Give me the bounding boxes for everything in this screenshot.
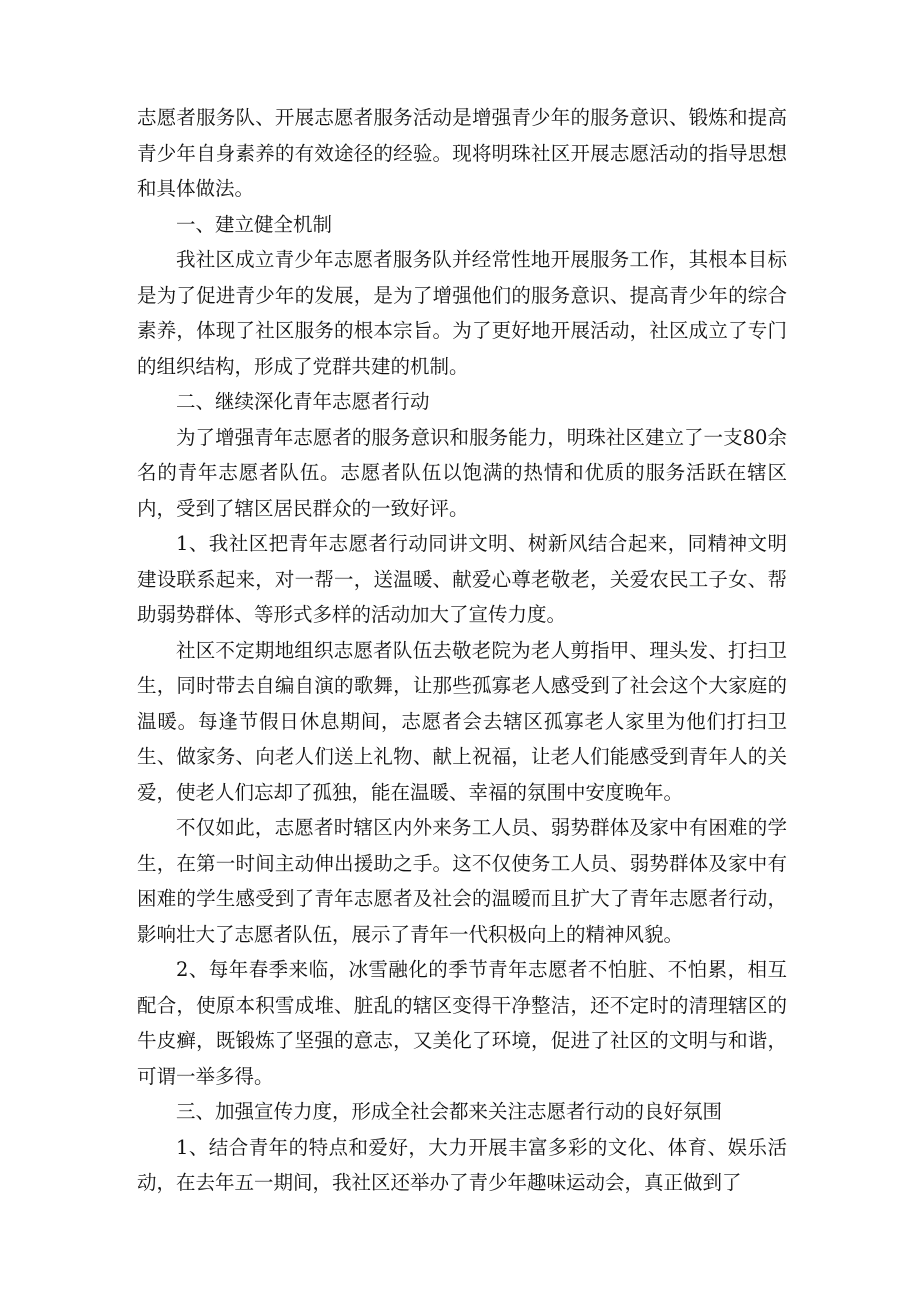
section-heading-2: 二、继续深化青年志愿者行动 <box>176 390 430 413</box>
paragraph: 1、结合青年的特点和爱好，大力开展丰富多彩的文化、体育、娱乐活动，在去年五一期间，我社区还举办了青少年趣味运动会，真正做到了 <box>137 1135 787 1194</box>
paragraph: 社区不定期地组织志愿者队伍去敬老院为老人剪指甲、理头发、打扫卫生，同时带去自编自演的歌舞，让那些孤寡老人感受到了社会这个大家庭的温暖。每逢节假日休息期间，志愿者会去辖区孤寡老人家里为他们打扫卫生、做家务、向老人们送上礼物、献上祝福，让老人们能感受到青年人的关爱，使老人们忘却了孤独，能在温暖、幸福的氛围中安度晚年。 <box>137 638 787 804</box>
paragraph: 不仅如此，志愿者时辖区内外来务工人员、弱势群体及家中有困难的学生，在第一时间主动伸出援助之手。这不仅使务工人员、弱势群体及家中有困难的学生感受到了青年志愿者及社会的温暧而且扩大了青年志愿者行动，影响壮大了志愿者队伍，展示了青年一代积极向上的精神风貌。 <box>137 816 787 946</box>
paragraph: 2、每年春季来临，冰雪融化的季节青年志愿者不怕脏、不怕累，相互配合，使原本积雪成堆、脏乱的辖区变得干净整洁，还不定时的清理辖区的牛皮癣，既锻炼了坚强的意志，又美化了环境，促进了社区的文明与和谐，可谓一举多得。 <box>137 958 787 1088</box>
document-body <box>137 100 787 1201</box>
paragraph: 为了增强青年志愿者的服务意识和服务能力，明珠社区建立了一支80余名的青年志愿者队伍。志愿者队伍以饱满的热情和优质的服务活跃在辖区内，受到了辖区居民群众的一致好评。 <box>137 425 787 520</box>
paragraph: 1、我社区把青年志愿者行动同讲文明、树新风结合起来，同精神文明建设联系起来，对一帮一，送温暖、献爱心尊老敬老，关爱农民工子女、帮助弱势群体、等形式多样的活动加大了宣传力度。 <box>137 532 787 626</box>
paragraph-intro-continuation: 志愿者服务队、开展志愿者服务活动是增强青少年的服务意识、锻炼和提高青少年自身素养的有效途径的经验。现将明珠社区开展志愿活动的指导思想和具体做法。 <box>137 106 787 200</box>
paragraph: 我社区成立青少年志愿者服务队并经常性地开展服务工作，其根本目标是为了促进青少年的发展，是为了增强他们的服务意识、提高青少年的综合素养，体现了社区服务的根本宗旨。为了更好地开展活动，社区成立了专门的组织结构，形成了党群共建的机制。 <box>137 248 787 378</box>
section-heading-3: 三、加强宣传力度，形成全社会都来关注志愿者行动的良好氛围 <box>176 1100 723 1123</box>
section-heading-1: 一、建立健全机制 <box>176 212 333 236</box>
